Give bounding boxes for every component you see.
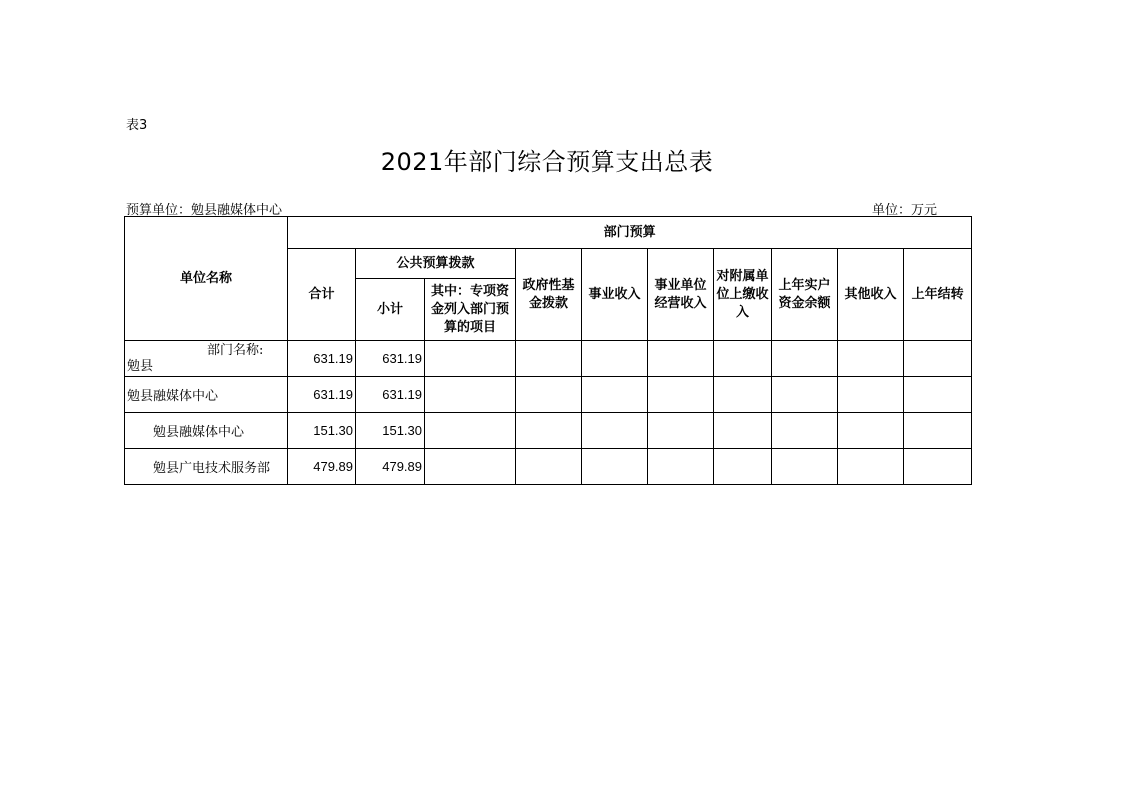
header-special-funds: 其中：专项资金列入部门预算的项目 (425, 279, 516, 341)
empty-cell (425, 413, 516, 449)
budget-unit-label: 预算单位：勉县融媒体中心 (126, 203, 283, 218)
empty-cell (838, 449, 904, 485)
empty-cell (904, 341, 972, 377)
empty-cell (772, 413, 838, 449)
row-total: 631.19 (288, 377, 356, 413)
header-unit-name: 单位名称 (125, 217, 288, 341)
empty-cell (516, 341, 582, 377)
row-name: 勉县融媒体中心 (125, 413, 288, 449)
row-name-line2: 勉县 (127, 358, 154, 374)
header-total: 合计 (288, 249, 356, 341)
empty-cell (582, 377, 648, 413)
table-number: 表3 (126, 118, 148, 133)
row-subtotal: 151.30 (356, 413, 425, 449)
empty-cell (714, 413, 772, 449)
row-total: 631.19 (288, 341, 356, 377)
empty-cell (904, 449, 972, 485)
empty-cell (648, 341, 714, 377)
empty-cell (425, 377, 516, 413)
row-name: 勉县融媒体中心 (125, 377, 288, 413)
empty-cell (838, 341, 904, 377)
empty-cell (772, 449, 838, 485)
header-public-budget: 公共预算拨款 (356, 249, 516, 279)
empty-cell (582, 449, 648, 485)
row-name: 勉县广电技术服务部 (125, 449, 288, 485)
header-affiliated-income: 对附属单位上缴收入 (714, 249, 772, 341)
row-subtotal: 631.19 (356, 377, 425, 413)
header-business-income: 事业收入 (582, 249, 648, 341)
empty-cell (648, 377, 714, 413)
row-subtotal: 631.19 (356, 341, 425, 377)
empty-cell (714, 449, 772, 485)
budget-expenditure-table (124, 216, 972, 485)
table-row (125, 377, 972, 413)
header-gov-fund: 政府性基金拨款 (516, 249, 582, 341)
row-subtotal: 479.89 (356, 449, 425, 485)
empty-cell (772, 341, 838, 377)
header-prior-year-carryover: 上年结转 (904, 249, 972, 341)
row-name-line1: 部门名称: (207, 342, 264, 358)
money-unit-label: 单位：万元 (872, 203, 938, 218)
empty-cell (582, 341, 648, 377)
empty-cell (648, 449, 714, 485)
table-row (125, 341, 972, 377)
empty-cell (582, 413, 648, 449)
empty-cell (648, 413, 714, 449)
empty-cell (516, 449, 582, 485)
empty-cell (838, 377, 904, 413)
header-row-1 (125, 217, 972, 249)
header-business-operating-income: 事业单位经营收入 (648, 249, 714, 341)
empty-cell (425, 341, 516, 377)
table-row (125, 413, 972, 449)
empty-cell (516, 377, 582, 413)
empty-cell (838, 413, 904, 449)
header-dept-budget: 部门预算 (288, 217, 972, 249)
empty-cell (714, 377, 772, 413)
empty-cell (904, 377, 972, 413)
empty-cell (516, 413, 582, 449)
empty-cell (772, 377, 838, 413)
page-title: 2021年部门综合预算支出总表 (380, 148, 714, 176)
empty-cell (714, 341, 772, 377)
header-other-income: 其他收入 (838, 249, 904, 341)
row-total: 151.30 (288, 413, 356, 449)
table-row (125, 449, 972, 485)
empty-cell (904, 413, 972, 449)
row-total: 479.89 (288, 449, 356, 485)
header-subtotal: 小计 (356, 279, 425, 341)
row-name (125, 341, 288, 377)
empty-cell (425, 449, 516, 485)
header-prior-year-balance: 上年实户资金余额 (772, 249, 838, 341)
